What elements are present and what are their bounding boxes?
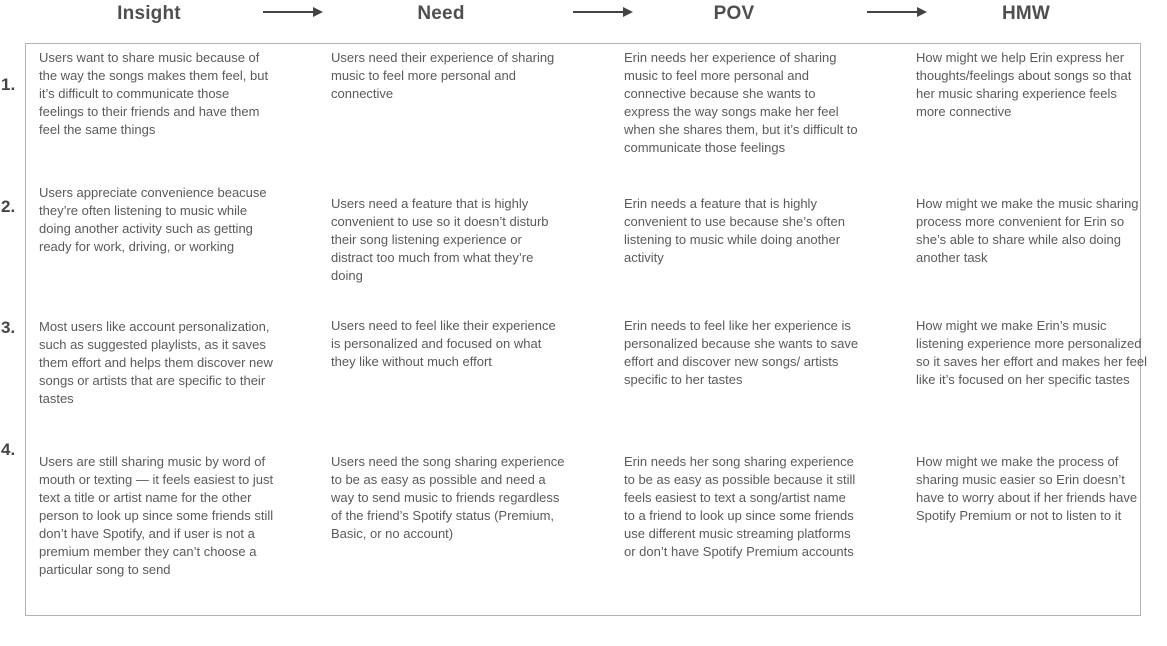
header-pov: POV bbox=[713, 3, 755, 24]
header-insight: Insight bbox=[117, 3, 181, 24]
row-4-need: Users need the song sharing experience to be as easy as possible and need a way to send music to friends regardless of the friend’s Spotify status (Premium, Basic, or no account) bbox=[331, 454, 565, 541]
row-3-pov: Erin needs to feel like her experience is personalized because she wants to save effort and discover new songs/ artists specific to her tastes bbox=[624, 318, 859, 387]
arrow-right-icon bbox=[263, 11, 321, 13]
row-2-hmw: How might we make the music sharing process more convenient for Erin so she’s able to share while also doing another task bbox=[916, 196, 1139, 265]
row-3-hmw: How might we make Erin’s music listening experience more personalized so it saves her effort and makes her feel like it’s focused on her specific tastes bbox=[916, 318, 1147, 387]
row-4-pov: Erin needs her song sharing experience to be as easy as possible because it still feels easiest to text a song/artist name to a friend to look up since some friends use different music streaming platforms or don’t have Spotify Premium accounts bbox=[624, 454, 856, 559]
row-3-need: Users need to feel like their experience is personalized and focused on what they like without much effort bbox=[331, 318, 556, 369]
row-2-pov: Erin needs a feature that is highly convenient to use because she’s often listening to music while doing another activity bbox=[624, 196, 845, 265]
header-hmw: HMW bbox=[1001, 3, 1051, 24]
row-1-pov: Erin needs her experience of sharing music to feel more personal and connective because she wants to express the way songs make her feel when she shares them, but it’s difficult to communicate those feelings bbox=[624, 50, 858, 155]
arrow-right-icon bbox=[573, 11, 631, 13]
arrow-right-icon bbox=[867, 11, 925, 13]
header-need: Need bbox=[417, 3, 465, 24]
row-number-2: 2. bbox=[1, 197, 16, 216]
row-number-4: 4. bbox=[1, 440, 16, 459]
row-1-hmw: How might we help Erin express her thoughts/feelings about songs so that her music sharing experience feels more connective bbox=[916, 50, 1132, 119]
row-3-insight: Most users like account personalization, such as suggested playlists, as it saves them effort and helps them discover new songs or artists that are specific to their tastes bbox=[39, 319, 273, 406]
row-4-hmw: How might we make the process of sharing music easier so Erin doesn’t have to worry about if her friends have Spotify Premium or not to listen to it bbox=[916, 454, 1138, 523]
row-number-1: 1. bbox=[1, 75, 16, 94]
row-number-3: 3. bbox=[1, 318, 16, 337]
row-1-need: Users need their experience of sharing music to feel more personal and connective bbox=[331, 50, 555, 101]
row-1-insight: Users want to share music because of the way the songs makes them feel, but it’s difficult to communicate those feelings to their friends and have them feel the same things bbox=[39, 50, 269, 137]
row-4-insight: Users are still sharing music by word of mouth or texting — it feels easiest to just text a title or artist name for the other person to look up since some friends still don’t have Spotify, and if user is not a premium member they can’t choose a particular song to send bbox=[39, 454, 274, 577]
row-2-need: Users need a feature that is highly convenient to use so it doesn’t disturb their song listening experience or distract too much from what they’re doing bbox=[331, 196, 549, 283]
row-2-insight: Users appreciate convenience beacuse they’re often listening to music while doing another activity such as getting ready for work, driving, or working bbox=[39, 185, 267, 254]
